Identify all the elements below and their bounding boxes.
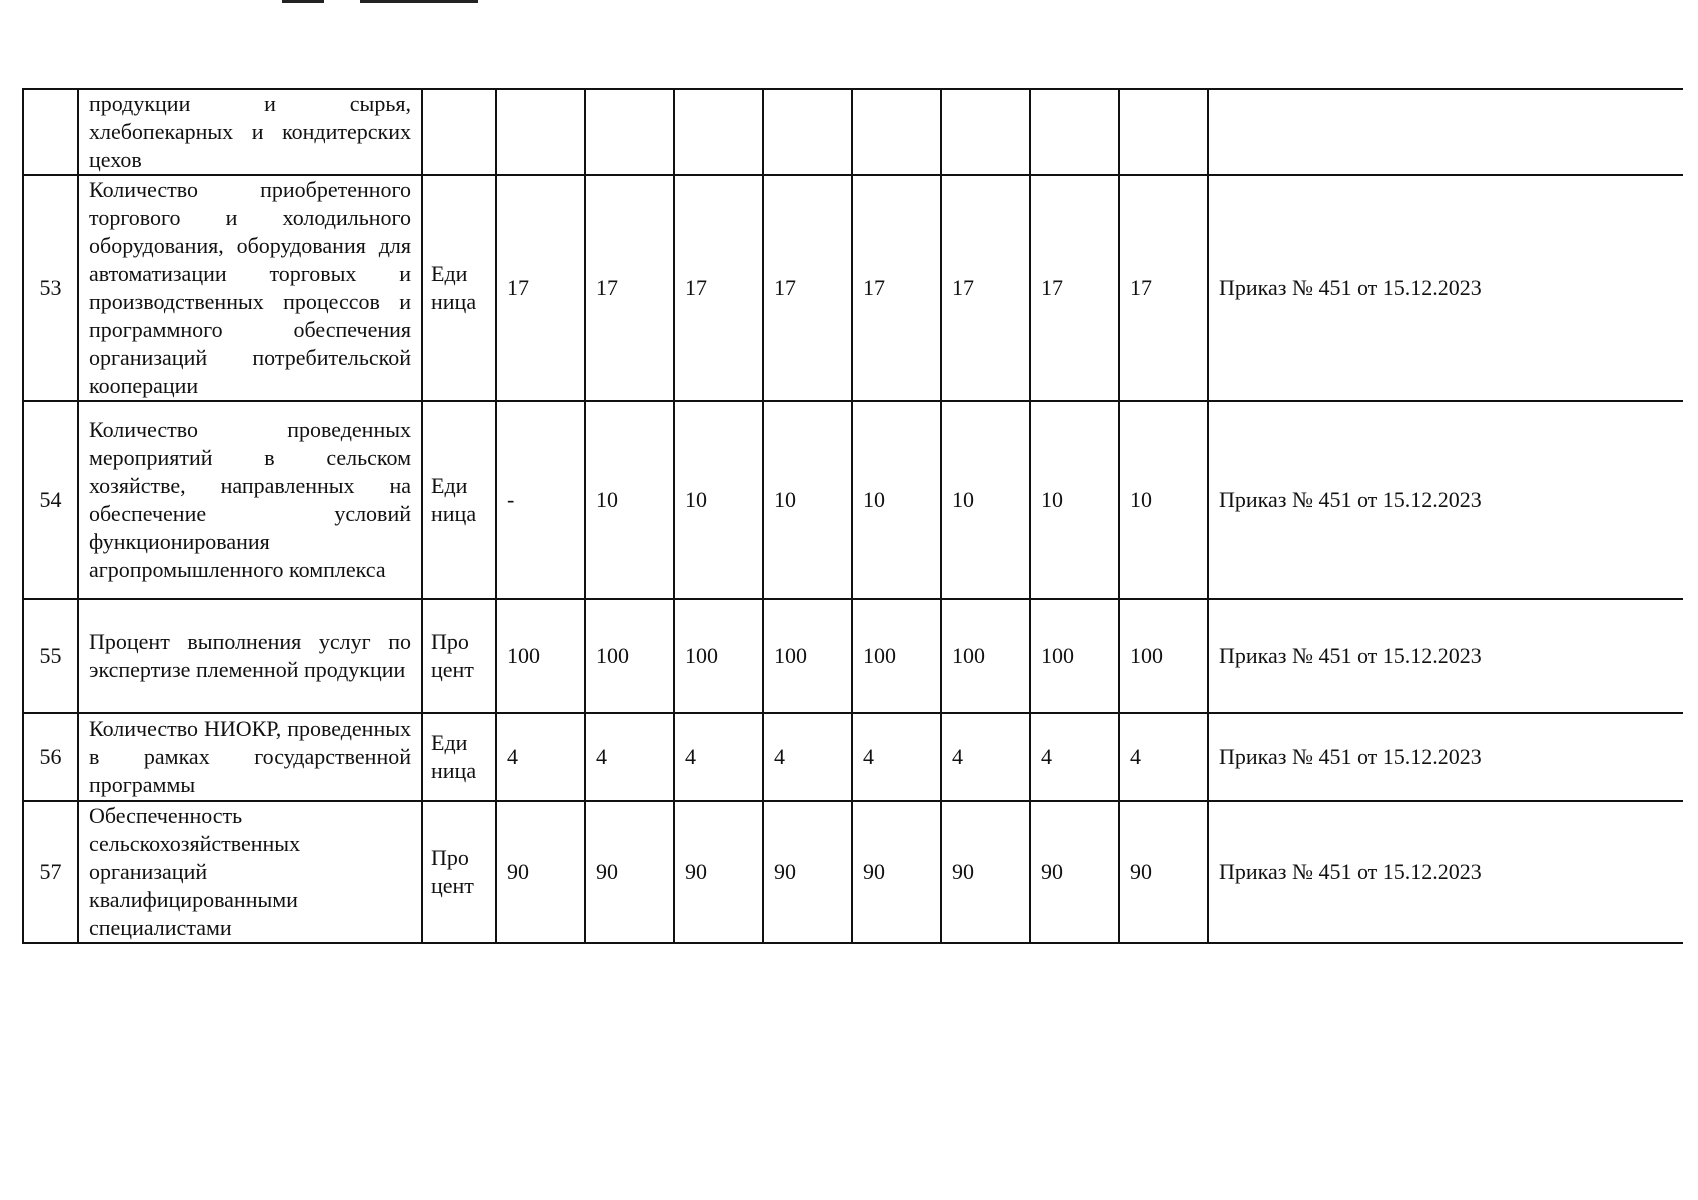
indicator-name-cell	[78, 89, 422, 175]
table-row-continuation	[23, 89, 1683, 175]
value-cell: 10	[763, 401, 852, 599]
unit: Еди ница	[422, 713, 496, 801]
document-reference: Приказ № 451 от 15.12.2023	[1208, 401, 1683, 599]
value-cell: 100	[1030, 599, 1119, 713]
value-cell: 10	[941, 401, 1030, 599]
row-number-cell	[23, 89, 78, 175]
indicator-name: Количество приобретенного торгового и холодильного оборудования, оборудования для автоматизации торговых и производственных процессов и программного обеспечения организаций потребительской кооперации	[78, 175, 422, 401]
document-reference: Приказ № 451 от 15.12.2023	[1208, 175, 1683, 401]
value-cell: 90	[496, 801, 585, 943]
value-cell: 17	[585, 175, 674, 401]
unit: Про цент	[422, 801, 496, 943]
value-cell: -	[496, 401, 585, 599]
document-cell	[1208, 89, 1683, 175]
value-cell: 4	[941, 713, 1030, 801]
row-number: 54	[23, 401, 78, 599]
value-cell: 90	[1030, 801, 1119, 943]
value-cell: 4	[585, 713, 674, 801]
value-cell: 100	[496, 599, 585, 713]
table-row	[23, 599, 1683, 713]
value-cell	[496, 89, 585, 175]
value-cell: 17	[852, 175, 941, 401]
value-cell: 4	[496, 713, 585, 801]
document-reference: Приказ № 451 от 15.12.2023	[1208, 713, 1683, 801]
value-cell: 10	[1030, 401, 1119, 599]
value-cell: 90	[763, 801, 852, 943]
value-cell: 10	[674, 401, 763, 599]
table-row	[23, 713, 1683, 801]
value-cell: 17	[1030, 175, 1119, 401]
value-cell: 10	[852, 401, 941, 599]
value-cell: 100	[1119, 599, 1208, 713]
indicator-name: Количество НИОКР, проведенных в рамках государственной программы	[78, 713, 422, 801]
value-cell: 4	[1119, 713, 1208, 801]
indicator-name: Количество проведенных мероприятий в сельском хозяйстве, направленных на обеспечение условий функционирования агропромышленного комплекса	[78, 401, 422, 599]
value-cell	[674, 89, 763, 175]
value-cell: 17	[674, 175, 763, 401]
indicator-name: Обеспеченность сельскохозяйственных организаций квалифицированными специалистами	[78, 801, 422, 943]
unit: Еди ница	[422, 175, 496, 401]
scan-artifact	[360, 0, 478, 3]
value-cell	[1119, 89, 1208, 175]
value-cell: 17	[941, 175, 1030, 401]
value-cell: 17	[496, 175, 585, 401]
scan-artifact	[282, 0, 324, 3]
value-cell	[585, 89, 674, 175]
table-row	[23, 175, 1683, 401]
value-cell	[941, 89, 1030, 175]
document-reference: Приказ № 451 от 15.12.2023	[1208, 599, 1683, 713]
value-cell: 4	[763, 713, 852, 801]
value-cell: 10	[1119, 401, 1208, 599]
value-cell: 17	[763, 175, 852, 401]
value-cell: 17	[1119, 175, 1208, 401]
row-number: 56	[23, 713, 78, 801]
value-cell: 100	[941, 599, 1030, 713]
unit-cell	[422, 89, 496, 175]
value-cell: 90	[852, 801, 941, 943]
value-cell: 100	[763, 599, 852, 713]
value-cell: 10	[585, 401, 674, 599]
value-cell: 90	[941, 801, 1030, 943]
value-cell: 90	[585, 801, 674, 943]
value-cell: 100	[674, 599, 763, 713]
indicators-table	[22, 88, 1683, 944]
unit: Про цент	[422, 599, 496, 713]
row-number: 53	[23, 175, 78, 401]
row-number: 55	[23, 599, 78, 713]
value-cell: 90	[1119, 801, 1208, 943]
value-cell: 4	[1030, 713, 1119, 801]
indicator-name: продукции и сырья, хлебопекарных и кондитерских цехов	[89, 91, 411, 172]
value-cell: 90	[674, 801, 763, 943]
value-cell: 4	[852, 713, 941, 801]
value-cell: 100	[585, 599, 674, 713]
value-cell	[1030, 89, 1119, 175]
value-cell: 100	[852, 599, 941, 713]
value-cell: 4	[674, 713, 763, 801]
value-cell	[763, 89, 852, 175]
table-row	[23, 401, 1683, 599]
document-reference: Приказ № 451 от 15.12.2023	[1208, 801, 1683, 943]
unit: Еди ница	[422, 401, 496, 599]
table-row	[23, 801, 1683, 943]
row-number: 57	[23, 801, 78, 943]
value-cell	[852, 89, 941, 175]
indicator-name: Процент выполнения услуг по экспертизе племенной продукции	[78, 599, 422, 713]
